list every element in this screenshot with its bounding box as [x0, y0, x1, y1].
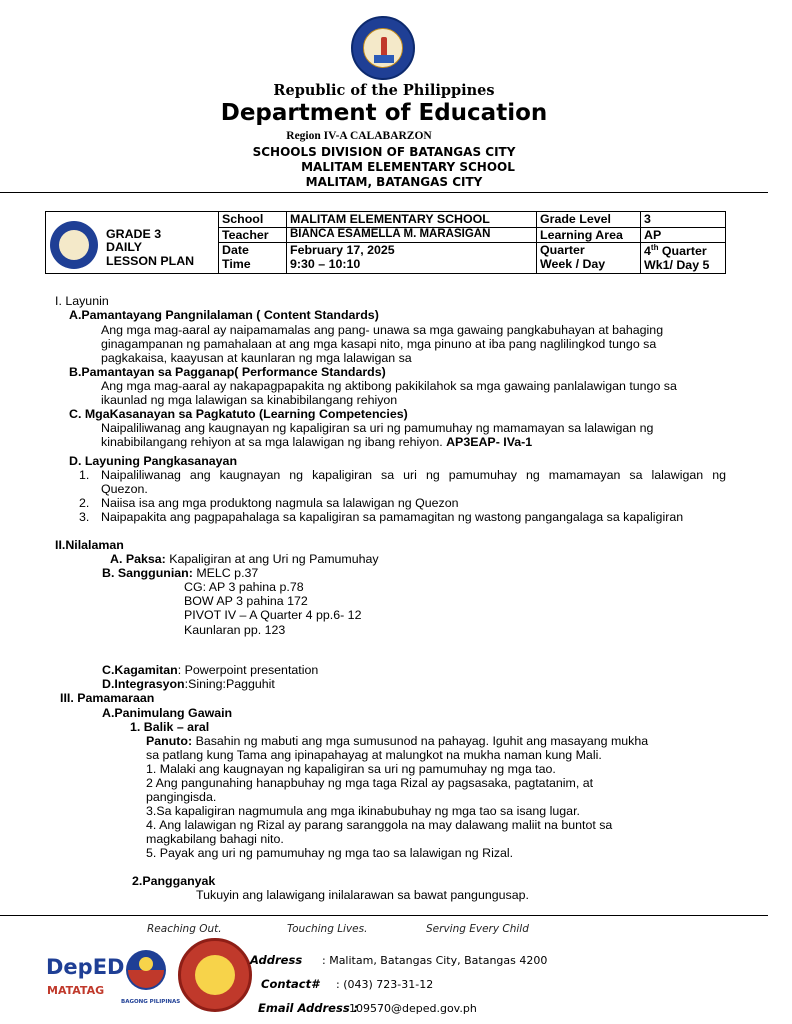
deped-logo-text: DepED	[46, 955, 125, 979]
content-standards-heading: A.Pamantayang Pangnilalaman ( Content Standards)	[69, 308, 379, 322]
layuning-pangkasanayan-heading: D. Layuning Pangkasanayan	[69, 454, 238, 468]
paksa-line: A. Paksa: Kapaligiran at ang Uri ng Pamumuhay	[110, 552, 379, 566]
daily-label: DAILY	[106, 240, 143, 255]
learning-area-label: Learning Area	[537, 227, 641, 243]
school-seal-icon	[178, 938, 252, 1012]
balik-aral-item: 4. Ang lalawigan ng Rizal ay parang saranggola na may dalawang maliit na buntot sa	[146, 818, 613, 832]
balik-aral-item: 2 Ang pangunahing hanapbuhay ng mga taga Rizal ay pagsasaka, pagtatanim, at	[146, 776, 594, 790]
deped-seal-icon	[351, 16, 415, 80]
weekday-label: Week / Day	[540, 257, 606, 272]
kagamitan-line: C.Kagamitan: Powerpoint presentation	[102, 663, 319, 677]
layunin-heading: I. Layunin	[55, 294, 109, 308]
weekday-value: Wk1/ Day 5	[644, 258, 710, 273]
content-standards-line: Ang mga mag-aaral ay naipamamalas ang pang- unawa sa mga gawaing pangkabuhayan at bahaging	[101, 323, 664, 337]
grade-cell	[46, 212, 219, 274]
division-line: SCHOOLS DIVISION OF BATANGAS CITY	[252, 145, 516, 159]
bagong-pilipinas-text: BAGONG PILIPINAS	[121, 999, 181, 1005]
list-item-number: 2.	[79, 496, 90, 510]
learning-area-value: AP	[641, 227, 726, 243]
panimulang-gawain-heading: A.Panimulang Gawain	[102, 706, 233, 720]
list-item: Quezon.	[101, 482, 148, 496]
teacher-label: Teacher	[219, 227, 287, 243]
teacher-value: BIANCA ESAMELLA M. MARASIGAN	[287, 227, 537, 243]
email-label: Email Address :	[258, 1001, 359, 1015]
location-line: MALITAM, BATANGAS CITY	[305, 175, 483, 189]
performance-standards-heading: B.Pamantayan sa Pagganap( Performance Standards)	[69, 365, 386, 379]
content-standards-line: ginagampanan ng pamahalaan at ang mga kasapi nito, mga pinuno at iba pang naglilingkod tungo sa	[101, 337, 657, 351]
panuto-line: sa patlang kung Tama ang ipinapahayag at malungkot na mukha naman kung Mali.	[146, 748, 602, 762]
date-label: Date	[222, 243, 249, 257]
pangganyak-heading: 2.Pangganyak	[132, 874, 216, 888]
reference-item: BOW AP 3 pahina 172	[184, 594, 308, 608]
pangganyak-text: Tukuyin ang lalawigang inilalarawan sa bawat pangungusap.	[196, 888, 529, 902]
list-item: Naipaliliwanag ang kaugnayan ng kapaligiran sa uri ng pamumuhay ng mamamayan sa lalawigan ng	[101, 468, 726, 482]
performance-standards-line: ikaunlad ng mga lalawigan sa kinabibilangang rehiyon	[101, 393, 398, 407]
quarter-value: 4th Quarter	[644, 243, 707, 259]
sanggunian-line: B. Sanggunian: MELC p.37	[102, 566, 259, 580]
competencies-line: kinabibilangang rehiyon at sa mga lalawigan ng ibang rehiyon. AP3EAP- IVa-1	[101, 435, 533, 449]
list-item-number: 3.	[79, 510, 90, 524]
time-value: 9:30 – 10:10	[290, 257, 361, 272]
panuto-line: Panuto: Basahin ng mabuti ang mga sumusunod na pahayag. Iguhit ang masayang mukha	[146, 734, 649, 748]
tagline: Serving Every Child	[426, 923, 529, 935]
date-value: February 17, 2025	[290, 243, 395, 257]
school-label: School	[219, 212, 287, 228]
balik-aral-item: magkabilang bahagi nito.	[146, 832, 284, 846]
address-label: Address	[250, 953, 303, 967]
tagline: Reaching Out.	[147, 923, 222, 935]
bagong-pilipinas-icon	[120, 948, 181, 1006]
deped-logo-icon	[46, 950, 125, 1002]
deped-seal-small-icon	[50, 221, 98, 269]
tagline: Touching Lives.	[287, 923, 368, 935]
grade-level-value: 3	[641, 212, 726, 228]
balik-aral-item: 3.Sa kapaligiran nagmumula ang mga ikinabubuhay ng mga tao sa isang lugar.	[146, 804, 580, 818]
department-title: Department of Education	[220, 100, 548, 126]
reference-item: Kaunlaran pp. 123	[184, 623, 286, 637]
republic-line: Republic of the Philippines	[273, 82, 495, 99]
list-item-number: 1.	[79, 468, 90, 482]
balik-aral-item: 1. Malaki ang kaugnayan ng kapaligiran sa uri ng pamumuhay ng mga tao.	[146, 762, 556, 776]
integrasyon-line: D.Integrasyon:Sining:Pagguhit	[102, 677, 275, 691]
competencies-line: Naipaliliwanag ang kaugnayan ng kapaligiran sa uri ng pamumuhay ng mamamayan sa lalawigan ng	[101, 421, 654, 435]
pamamaraan-heading: III. Pamamaraan	[60, 691, 155, 705]
competencies-heading: C. MgaKasanayan sa Pagkatuto (Learning Competencies)	[69, 407, 408, 421]
footer-divider	[0, 915, 768, 916]
performance-standards-line: Ang mga mag-aaral ay nakapagpapakita ng aktibong pakikilahok sa mga gawaing panlalawigan tungo sa	[101, 379, 677, 393]
list-item: Naipapakita ang pagpapahalaga sa kapaligiran sa pamamagitan ng wastong pangangalaga sa kapaligiran	[101, 510, 684, 524]
reference-item: PIVOT IV – A Quarter 4 pp.6- 12	[184, 608, 362, 622]
region-line: Region IV-A CALABARZON	[286, 130, 432, 142]
grade-label: GRADE 3	[106, 227, 162, 241]
header-divider	[0, 192, 768, 193]
school-line: MALITAM ELEMENTARY SCHOOL	[301, 160, 515, 174]
balik-aral-heading: 1. Balik – aral	[130, 720, 210, 734]
quarter-label: Quarter	[540, 243, 585, 257]
time-label: Time	[222, 257, 251, 272]
balik-aral-item: 5. Payak ang uri ng pamumuhay ng mga tao sa lalawigan ng Rizal.	[146, 846, 514, 860]
content-standards-line: pagkakaisa, kaayusan at kaunlaran ng mga lalawigan sa	[101, 351, 412, 365]
grade-level-label: Grade Level	[537, 212, 641, 228]
lesson-info-table	[45, 211, 726, 274]
reference-item: CG: AP 3 pahina p.78	[184, 580, 304, 594]
contact-label: Contact#	[261, 977, 320, 991]
competency-code: AP3EAP- IVa-1	[446, 435, 533, 449]
balik-aral-item: pangingisda.	[146, 790, 217, 804]
lesson-plan-label: LESSON PLAN	[106, 253, 195, 268]
matatag-logo-text: MATATAG	[47, 984, 105, 997]
contact-value: : (043) 723-31-12	[336, 978, 434, 991]
email-value: 109570@deped.gov.ph	[349, 1002, 477, 1015]
school-value: MALITAM ELEMENTARY SCHOOL	[287, 212, 537, 228]
list-item: Naiisa isa ang mga produktong nagmula sa lalawigan ng Quezon	[101, 496, 459, 510]
address-value: : Malitam, Batangas City, Batangas 4200	[322, 954, 548, 967]
nilalaman-heading: II.Nilalaman	[55, 538, 124, 552]
